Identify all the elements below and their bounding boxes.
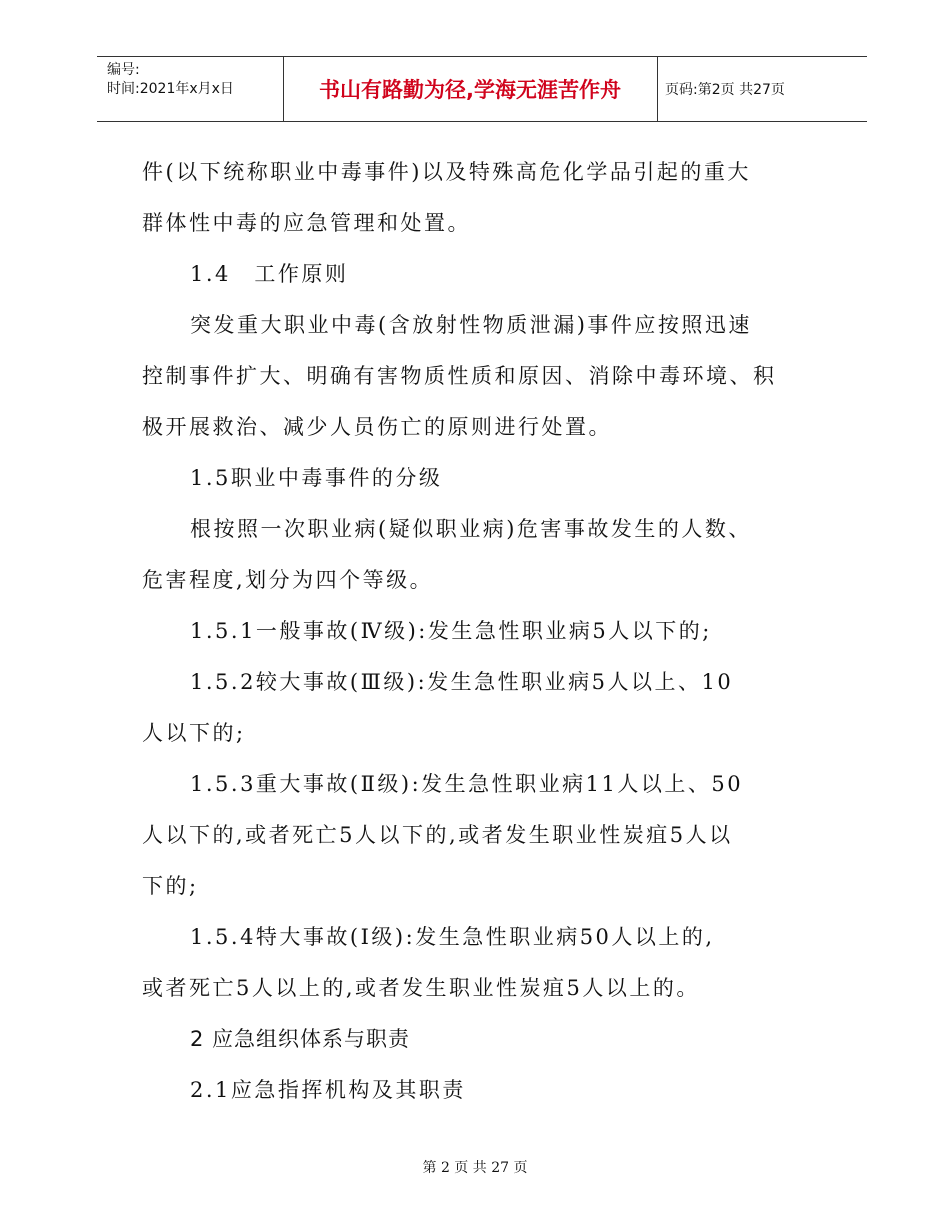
paragraph-line: 极开展救治、减少人员伤亡的原则进行处置。 (142, 415, 612, 439)
paragraph-line: 人以下的; (142, 721, 246, 745)
paragraph-line: 下的; (142, 874, 199, 898)
paragraph-line: 件(以下统称职业中毒事件)以及特殊高危化学品引起的重大 (142, 160, 751, 184)
section-heading-1-5: 1.5职业中毒事件的分级 (190, 466, 443, 490)
header-divider-right (657, 57, 658, 121)
paragraph-line: 或者死亡5人以上的,或者发生职业性炭疽5人以上的。 (142, 976, 700, 1000)
list-item-1-5-2: 1.5.2较大事故(Ⅲ级):发生急性职业病5人以上、10 (190, 670, 734, 694)
list-item-1-5-3: 1.5.3重大事故(Ⅱ级):发生急性职业病11人以上、50 (190, 772, 744, 796)
section-heading-1-4: 1.4 工作原则 (190, 262, 349, 286)
header-meta (107, 61, 234, 99)
header-page-info: 页码:第2页 共27页 (665, 82, 785, 98)
paragraph-line: 群体性中毒的应急管理和处置。 (142, 211, 471, 235)
paragraph-line: 人以下的,或者死亡5人以下的,或者发生职业性炭疽5人以 (142, 823, 733, 847)
code-label: 编号: (107, 62, 140, 78)
paragraph-line: 危害程度,划分为四个等级。 (142, 568, 434, 592)
section-heading-2-1: 2.1应急指挥机构及其职责 (190, 1078, 466, 1102)
paragraph-line: 控制事件扩大、明确有害物质性质和原因、消除中毒环境、积 (142, 364, 777, 388)
list-item-1-5-4: 1.5.4特大事故(Ⅰ级):发生急性职业病50人以上的, (190, 925, 715, 949)
list-item-1-5-1: 1.5.1一般事故(Ⅳ级):发生急性职业病5人以下的; (190, 619, 712, 643)
page-footer: 第 2 页 共 27 页 (422, 1160, 528, 1176)
paragraph-line: 突发重大职业中毒(含放射性物质泄漏)事件应按照迅速 (190, 313, 752, 337)
paragraph-line: 根按照一次职业病(疑似职业病)危害事故发生的人数、 (190, 517, 752, 541)
time-label: 时间:2021年x月x日 (107, 81, 234, 97)
section-heading-2: 2 应急组织体系与职责 (190, 1027, 411, 1051)
page-header (97, 56, 867, 122)
header-motto: 书山有路勤为径,学海无涯苦作舟 (319, 78, 621, 102)
